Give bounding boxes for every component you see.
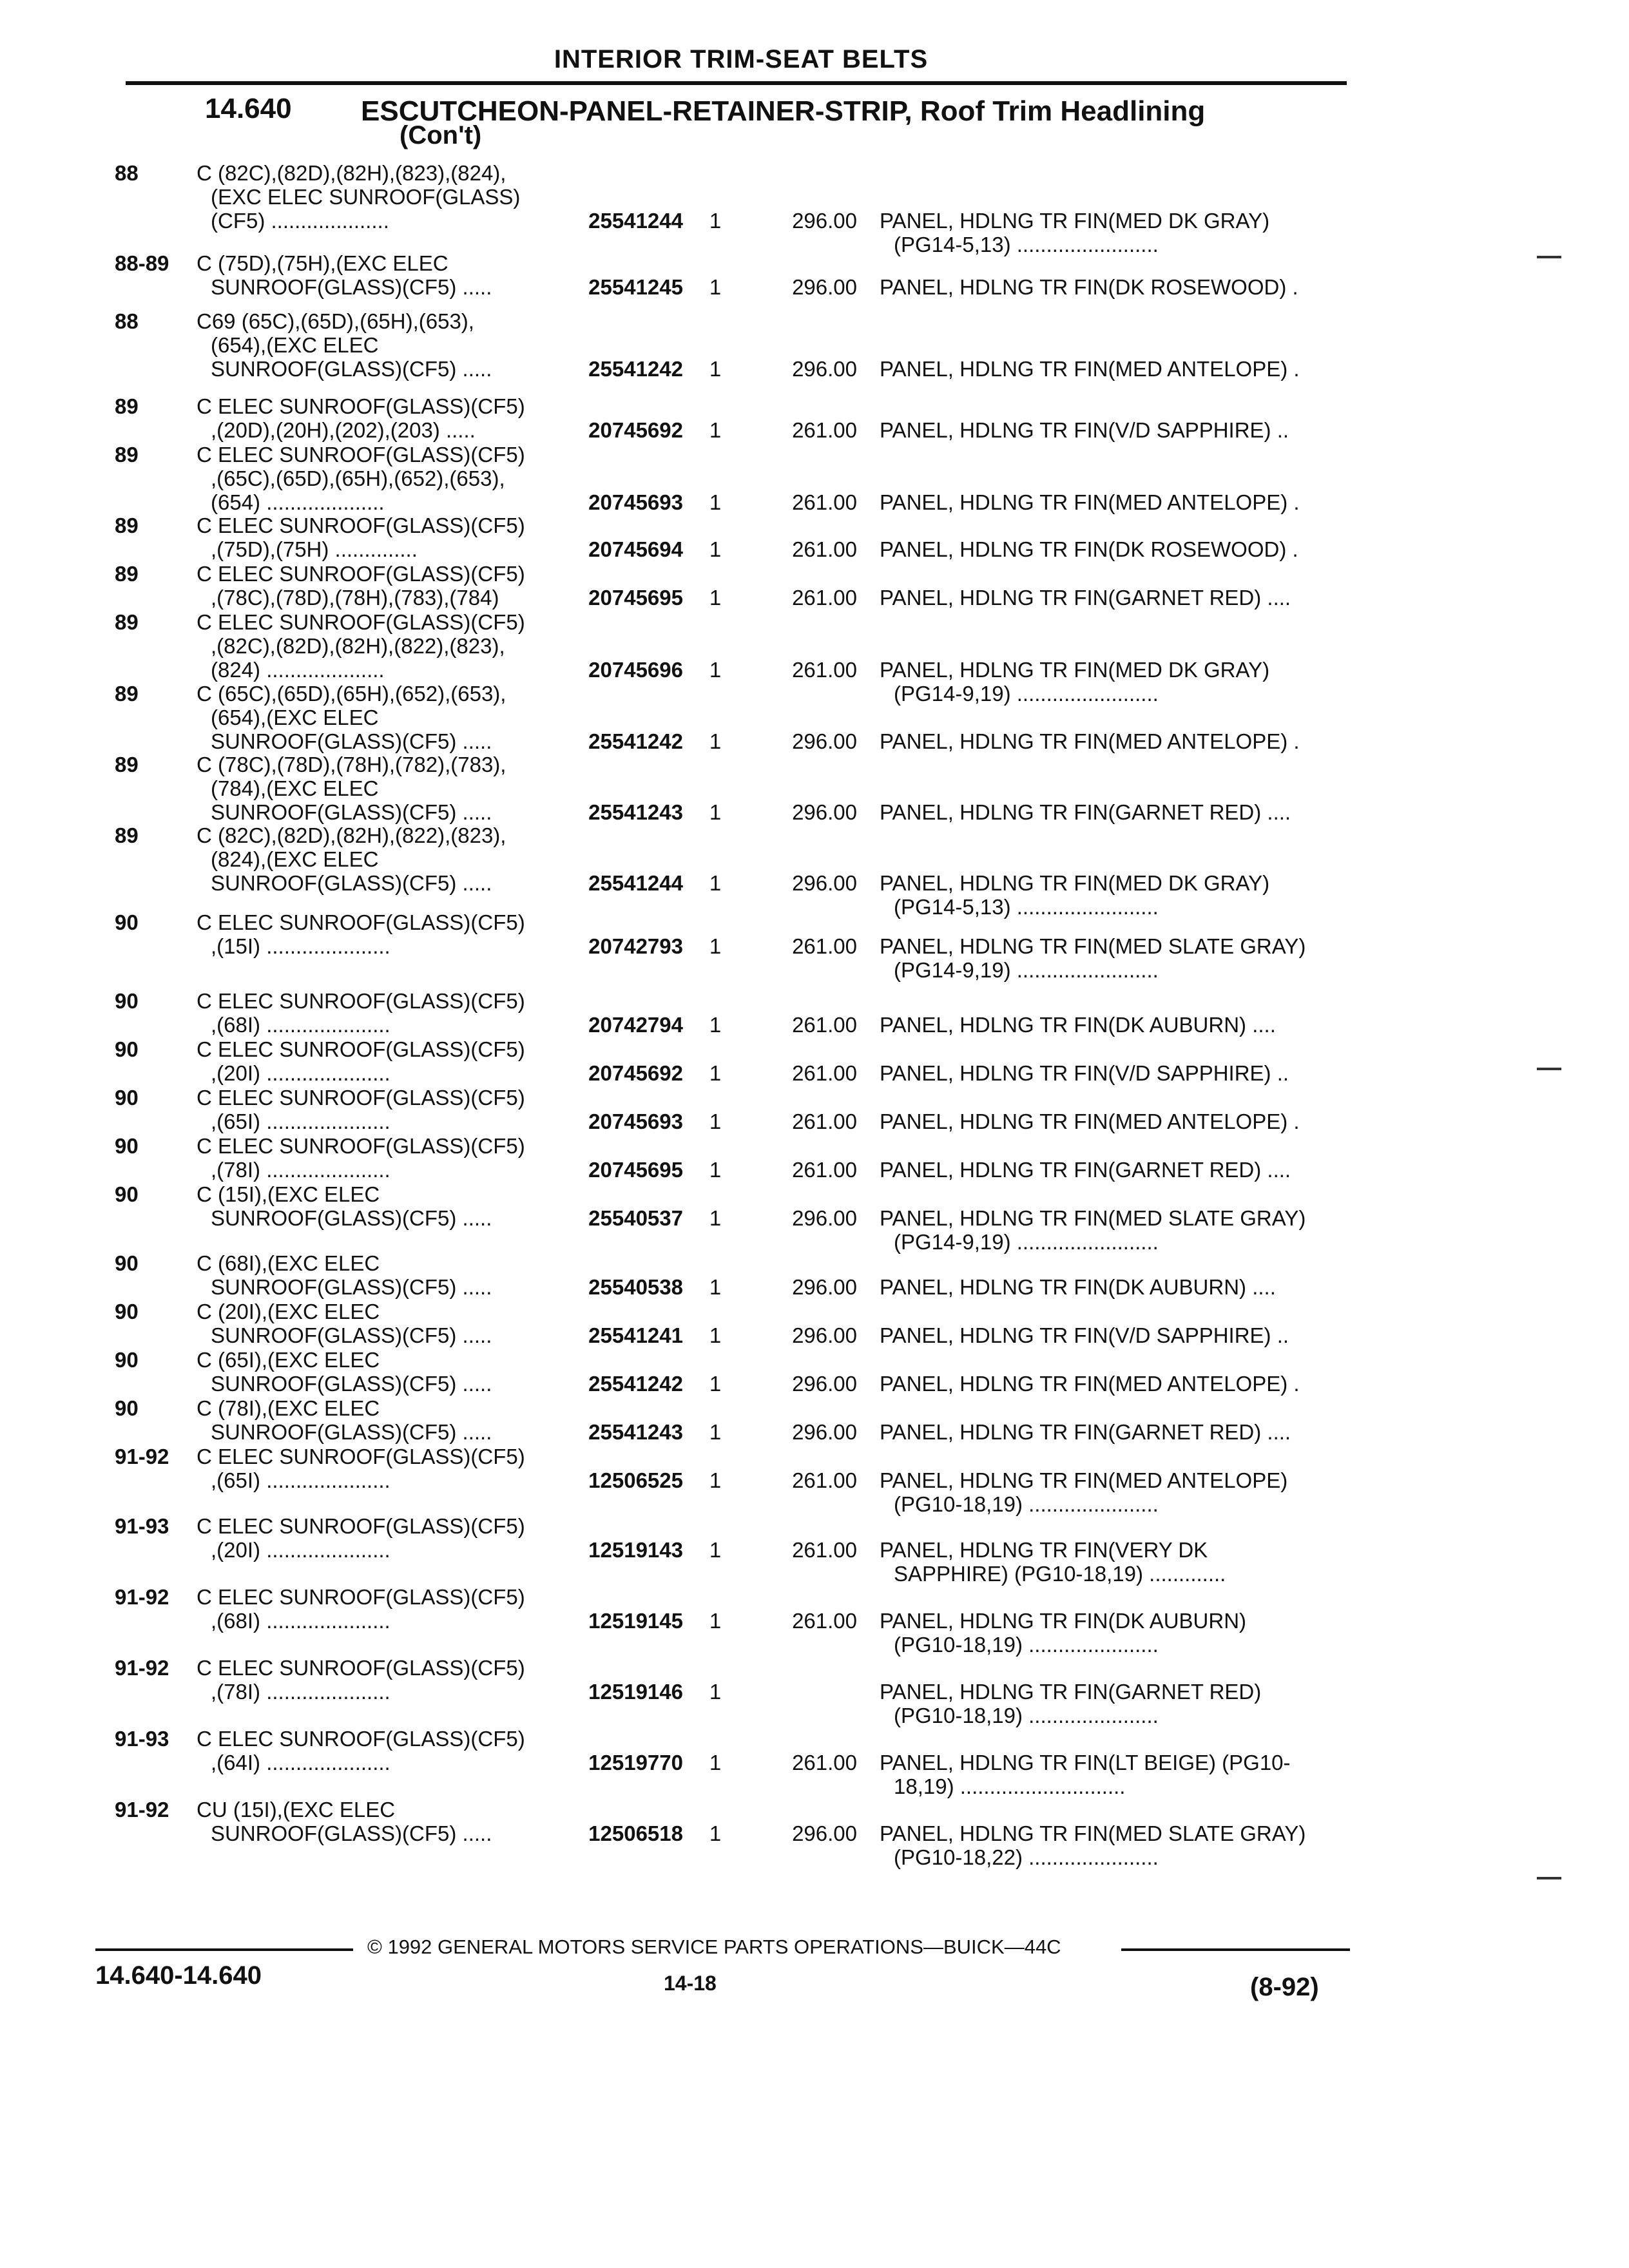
application-description [197, 161, 557, 233]
description-line: C ELEC SUNROOF(GLASS)(CF5) [197, 1585, 525, 1609]
part-number: 20745695 [588, 1158, 683, 1182]
price: 261.00 [792, 934, 857, 958]
part-name-line: (PG14-5,13) ........................ [894, 233, 1159, 256]
application-description [197, 910, 557, 958]
application-description [197, 394, 557, 442]
model-year: 88 [115, 161, 139, 185]
part-name-line: PANEL, HDLNG TR FIN(MED DK GRAY) [880, 658, 1270, 682]
quantity: 1 [709, 1110, 722, 1133]
part-name [880, 275, 1350, 299]
part-name [880, 1158, 1350, 1182]
part-name-line: PANEL, HDLNG TR FIN(MED DK GRAY) [880, 871, 1270, 895]
part-number: 12506525 [588, 1468, 683, 1492]
price: 296.00 [792, 729, 857, 753]
description-line: SUNROOF(GLASS)(CF5) ..... [211, 1206, 492, 1230]
application-description [197, 1134, 557, 1182]
description-line: C (20I),(EXC ELEC [197, 1300, 380, 1323]
description-line: C (15I),(EXC ELEC [197, 1182, 380, 1206]
description-line: (654) .................... [211, 490, 385, 514]
section-number: 14.640 [205, 93, 292, 124]
part-name [880, 1468, 1350, 1516]
quantity: 1 [709, 1061, 722, 1085]
price: 296.00 [792, 1821, 857, 1845]
model-year: 89 [115, 514, 139, 537]
model-year: 89 [115, 443, 139, 466]
application-description [197, 1798, 557, 1845]
price: 296.00 [792, 1372, 857, 1396]
quantity: 1 [709, 934, 722, 958]
description-line: ,(65I) ..................... [211, 1110, 390, 1133]
description-line: ,(68I) ..................... [211, 1013, 390, 1037]
description-line: C ELEC SUNROOF(GLASS)(CF5) [197, 989, 525, 1013]
model-year: 90 [115, 1037, 139, 1061]
description-line: (CF5) .................... [211, 209, 389, 233]
quantity: 1 [709, 586, 722, 610]
description-line: C ELEC SUNROOF(GLASS)(CF5) [197, 394, 525, 418]
description-line: ,(78I) ..................... [211, 1158, 390, 1182]
model-year: 89 [115, 753, 139, 776]
model-year: 91-92 [115, 1445, 169, 1468]
part-name [880, 934, 1350, 982]
model-year: 90 [115, 1251, 139, 1275]
part-number: 20745696 [588, 658, 683, 682]
model-year: 89 [115, 562, 139, 586]
part-name [880, 1420, 1350, 1444]
description-line: C (65C),(65D),(65H),(652),(653), [197, 682, 506, 706]
part-name [880, 1609, 1350, 1657]
part-name-line: PANEL, HDLNG TR FIN(DK AUBURN) .... [880, 1275, 1276, 1299]
application-description [197, 1300, 557, 1347]
price: 261.00 [792, 586, 857, 610]
description-line: (824),(EXC ELEC [211, 847, 379, 871]
quantity: 1 [709, 1158, 722, 1182]
description-line: ,(68I) ..................... [211, 1609, 390, 1633]
application-description [197, 1514, 557, 1562]
quantity: 1 [709, 658, 722, 682]
description-line: C ELEC SUNROOF(GLASS)(CF5) [197, 610, 525, 634]
part-name [880, 1323, 1350, 1347]
application-description [197, 309, 557, 381]
description-line: ,(64I) ..................... [211, 1751, 390, 1774]
description-line: C ELEC SUNROOF(GLASS)(CF5) [197, 1656, 525, 1680]
quantity: 1 [709, 1420, 722, 1444]
model-year: 90 [115, 1182, 139, 1206]
price: 296.00 [792, 800, 857, 824]
footer-date: (8-92) [1250, 1973, 1319, 2001]
part-name-line: PANEL, HDLNG TR FIN(DK AUBURN) .... [880, 1013, 1276, 1037]
part-name [880, 1061, 1350, 1085]
description-line: C (65I),(EXC ELEC [197, 1348, 380, 1372]
part-number: 25541244 [588, 209, 683, 233]
price: 261.00 [792, 1538, 857, 1562]
part-number: 20745693 [588, 490, 683, 514]
part-number: 25541242 [588, 357, 683, 381]
description-line: CU (15I),(EXC ELEC [197, 1798, 396, 1821]
part-name-line: (PG14-9,19) ........................ [894, 682, 1159, 706]
part-name-line: (PG10-18,19) ...................... [894, 1633, 1159, 1657]
part-name-line: PANEL, HDLNG TR FIN(DK ROSEWOOD) . [880, 275, 1298, 299]
part-name-line: 18,19) ............................ [894, 1774, 1126, 1798]
quantity: 1 [709, 1372, 722, 1396]
page-header-title: INTERIOR TRIM-SEAT BELTS [554, 45, 929, 73]
quantity: 1 [709, 1468, 722, 1492]
model-year: 90 [115, 910, 139, 934]
application-description [197, 443, 557, 514]
part-number: 25541244 [588, 871, 683, 895]
application-description [197, 1251, 557, 1299]
description-line: ,(20I) ..................... [211, 1061, 390, 1085]
application-description [197, 514, 557, 561]
part-name-line: (PG14-9,19) ........................ [894, 958, 1159, 982]
model-year: 88 [115, 309, 139, 333]
description-line: SUNROOF(GLASS)(CF5) ..... [211, 1323, 492, 1347]
description-line: SUNROOF(GLASS)(CF5) ..... [211, 871, 492, 895]
part-name-line: PANEL, HDLNG TR FIN(MED SLATE GRAY) [880, 1206, 1306, 1230]
margin-mark [1537, 256, 1561, 258]
description-line: C (78C),(78D),(78H),(782),(783), [197, 753, 506, 776]
price: 261.00 [792, 1158, 857, 1182]
description-line: C (78I),(EXC ELEC [197, 1396, 380, 1420]
margin-mark [1537, 1877, 1561, 1879]
part-number: 25541242 [588, 729, 683, 753]
application-description [197, 1396, 557, 1444]
description-line: C (82C),(82D),(82H),(823),(824), [197, 161, 506, 185]
description-line: C ELEC SUNROOF(GLASS)(CF5) [197, 1037, 525, 1061]
part-number: 12519770 [588, 1751, 683, 1774]
part-name [880, 1538, 1350, 1586]
model-year: 91-92 [115, 1798, 169, 1821]
part-name [880, 1110, 1350, 1133]
part-name [880, 537, 1350, 561]
quantity: 1 [709, 871, 722, 895]
model-year: 91-92 [115, 1585, 169, 1609]
part-number: 25541242 [588, 1372, 683, 1396]
description-line: ,(78I) ..................... [211, 1680, 390, 1704]
part-number: 25540538 [588, 1275, 683, 1299]
description-line: C ELEC SUNROOF(GLASS)(CF5) [197, 514, 525, 537]
part-name [880, 1751, 1350, 1798]
part-name-line: PANEL, HDLNG TR FIN(V/D SAPPHIRE) .. [880, 1061, 1289, 1085]
part-name [880, 871, 1350, 919]
application-description [197, 753, 557, 824]
description-line: C ELEC SUNROOF(GLASS)(CF5) [197, 1134, 525, 1158]
part-number: 25541243 [588, 800, 683, 824]
part-name-line: (PG10-18,22) ...................... [894, 1845, 1159, 1869]
description-line: SUNROOF(GLASS)(CF5) ..... [211, 800, 492, 824]
price: 296.00 [792, 1206, 857, 1230]
part-name-line: PANEL, HDLNG TR FIN(MED ANTELOPE) . [880, 1110, 1300, 1133]
model-year: 90 [115, 1300, 139, 1323]
description-line: C ELEC SUNROOF(GLASS)(CF5) [197, 1086, 525, 1110]
price: 261.00 [792, 490, 857, 514]
part-number: 12519143 [588, 1538, 683, 1562]
application-description [197, 1445, 557, 1492]
quantity: 1 [709, 357, 722, 381]
price: 296.00 [792, 275, 857, 299]
part-name-line: PANEL, HDLNG TR FIN(V/D SAPPHIRE) .. [880, 1323, 1289, 1347]
description-line: SUNROOF(GLASS)(CF5) ..... [211, 1275, 492, 1299]
part-number: 25541245 [588, 275, 683, 299]
model-year: 90 [115, 1348, 139, 1372]
footer-section-range: 14.640-14.640 [95, 1961, 262, 1990]
application-description [197, 562, 557, 610]
description-line: C ELEC SUNROOF(GLASS)(CF5) [197, 1727, 525, 1751]
application-description [197, 1727, 557, 1774]
quantity: 1 [709, 1275, 722, 1299]
part-name [880, 1372, 1350, 1396]
part-number: 20742793 [588, 934, 683, 958]
footer-copyright: © 1992 GENERAL MOTORS SERVICE PARTS OPERATIONS—BUICK—44C [367, 1936, 1061, 1958]
quantity: 1 [709, 1751, 722, 1774]
application-description [197, 682, 557, 753]
price: 261.00 [792, 1468, 857, 1492]
description-line: C ELEC SUNROOF(GLASS)(CF5) [197, 443, 525, 466]
part-name [880, 209, 1350, 256]
description-line: ,(20I) ..................... [211, 1538, 390, 1562]
section-continued: (Con't) [400, 121, 482, 149]
price: 261.00 [792, 1061, 857, 1085]
part-name-line: PANEL, HDLNG TR FIN(VERY DK [880, 1538, 1208, 1562]
part-name-line: PANEL, HDLNG TR FIN(GARNET RED) .... [880, 1420, 1291, 1444]
price: 296.00 [792, 871, 857, 895]
price: 261.00 [792, 1609, 857, 1633]
quantity: 1 [709, 1538, 722, 1562]
application-description [197, 1182, 557, 1230]
quantity: 1 [709, 275, 722, 299]
footer-rule-left [95, 1948, 353, 1951]
application-description [197, 989, 557, 1037]
quantity: 1 [709, 1323, 722, 1347]
part-name-line: PANEL, HDLNG TR FIN(MED ANTELOPE) . [880, 729, 1300, 753]
description-line: (654),(EXC ELEC [211, 706, 379, 729]
quantity: 1 [709, 1821, 722, 1845]
part-name-line: SAPPHIRE) (PG10-18,19) ............. [894, 1562, 1226, 1586]
description-line: (784),(EXC ELEC [211, 776, 379, 800]
part-number: 20745695 [588, 586, 683, 610]
description-line: C (68I),(EXC ELEC [197, 1251, 380, 1275]
part-name-line: PANEL, HDLNG TR FIN(GARNET RED) [880, 1680, 1262, 1704]
part-name-line: PANEL, HDLNG TR FIN(DK ROSEWOOD) . [880, 537, 1298, 561]
part-name-line: (PG14-9,19) ........................ [894, 1230, 1159, 1254]
part-name [880, 418, 1350, 442]
part-name-line: (PG10-18,19) ...................... [894, 1492, 1159, 1516]
description-line: SUNROOF(GLASS)(CF5) ..... [211, 729, 492, 753]
application-description [197, 610, 557, 682]
description-line: ,(78C),(78D),(78H),(783),(784) [211, 586, 499, 610]
part-name-line: PANEL, HDLNG TR FIN(V/D SAPPHIRE) .. [880, 418, 1289, 442]
part-name-line: PANEL, HDLNG TR FIN(LT BEIGE) (PG10- [880, 1751, 1291, 1774]
part-name-line: PANEL, HDLNG TR FIN(MED SLATE GRAY) [880, 934, 1306, 958]
price: 296.00 [792, 209, 857, 233]
part-name [880, 800, 1350, 824]
part-number: 12519145 [588, 1609, 683, 1633]
model-year: 89 [115, 394, 139, 418]
part-name-line: PANEL, HDLNG TR FIN(GARNET RED) .... [880, 586, 1291, 610]
part-number: 25541241 [588, 1323, 683, 1347]
model-year: 89 [115, 610, 139, 634]
part-name-line: PANEL, HDLNG TR FIN(MED ANTELOPE) [880, 1468, 1288, 1492]
description-line: C (82C),(82D),(82H),(822),(823), [197, 823, 506, 847]
part-name [880, 1206, 1350, 1254]
description-line: (824) .................... [211, 658, 385, 682]
application-description [197, 1348, 557, 1396]
application-description [197, 1656, 557, 1704]
model-year: 90 [115, 1134, 139, 1158]
price: 261.00 [792, 418, 857, 442]
model-year: 91-93 [115, 1727, 169, 1751]
footer-page-number: 14-18 [664, 1972, 717, 1995]
part-name [880, 1275, 1350, 1299]
description-line: SUNROOF(GLASS)(CF5) ..... [211, 1821, 492, 1845]
description-line: SUNROOF(GLASS)(CF5) ..... [211, 275, 492, 299]
price: 296.00 [792, 1323, 857, 1347]
quantity: 1 [709, 729, 722, 753]
model-year: 91-93 [115, 1514, 169, 1538]
price: 261.00 [792, 658, 857, 682]
description-line: C ELEC SUNROOF(GLASS)(CF5) [197, 562, 525, 586]
quantity: 1 [709, 418, 722, 442]
model-year: 90 [115, 1396, 139, 1420]
model-year: 89 [115, 682, 139, 706]
part-name [880, 490, 1350, 514]
part-name-line: PANEL, HDLNG TR FIN(GARNET RED) .... [880, 800, 1291, 824]
application-description [197, 1086, 557, 1133]
part-number: 20745692 [588, 418, 683, 442]
description-line: ,(20D),(20H),(202),(203) ..... [211, 418, 476, 442]
quantity: 1 [709, 1206, 722, 1230]
part-number: 12506518 [588, 1821, 683, 1845]
part-name-line: PANEL, HDLNG TR FIN(MED ANTELOPE) . [880, 1372, 1300, 1396]
description-line: SUNROOF(GLASS)(CF5) ..... [211, 1420, 492, 1444]
model-year: 90 [115, 1086, 139, 1110]
application-description [197, 823, 557, 895]
quantity: 1 [709, 537, 722, 561]
description-line: C69 (65C),(65D),(65H),(653), [197, 309, 474, 333]
description-line: ,(65I) ..................... [211, 1468, 390, 1492]
part-name [880, 1013, 1350, 1037]
part-name [880, 586, 1350, 610]
part-name [880, 1821, 1350, 1869]
part-name-line: PANEL, HDLNG TR FIN(GARNET RED) .... [880, 1158, 1291, 1182]
quantity: 1 [709, 1680, 722, 1704]
part-name-line: (PG14-5,13) ........................ [894, 895, 1159, 919]
price: 261.00 [792, 1013, 857, 1037]
part-name [880, 729, 1350, 753]
price: 261.00 [792, 1110, 857, 1133]
quantity: 1 [709, 1013, 722, 1037]
quantity: 1 [709, 209, 722, 233]
description-line: ,(82C),(82D),(82H),(822),(823), [211, 634, 505, 658]
part-name-line: PANEL, HDLNG TR FIN(MED ANTELOPE) . [880, 490, 1300, 514]
footer-rule-right [1121, 1948, 1350, 1951]
part-number: 25540537 [588, 1206, 683, 1230]
application-description [197, 1037, 557, 1085]
price: 261.00 [792, 537, 857, 561]
part-name-line: (PG10-18,19) ...................... [894, 1704, 1159, 1727]
model-year: 89 [115, 823, 139, 847]
part-number: 20745693 [588, 1110, 683, 1133]
quantity: 1 [709, 490, 722, 514]
part-name [880, 1680, 1350, 1727]
section-title: ESCUTCHEON-PANEL-RETAINER-STRIP, Roof Trim Headlining [361, 95, 1206, 127]
price: 296.00 [792, 1275, 857, 1299]
part-number: 20742794 [588, 1013, 683, 1037]
description-line: (654),(EXC ELEC [211, 333, 379, 357]
part-number: 12519146 [588, 1680, 683, 1704]
description-line: C (75D),(75H),(EXC ELEC [197, 251, 448, 275]
part-name-line: PANEL, HDLNG TR FIN(DK AUBURN) [880, 1609, 1247, 1633]
part-name-line: PANEL, HDLNG TR FIN(MED DK GRAY) [880, 209, 1270, 233]
part-name [880, 357, 1350, 381]
price: 296.00 [792, 1420, 857, 1444]
description-line: ,(15I) ..................... [211, 934, 390, 958]
part-name-line: PANEL, HDLNG TR FIN(MED ANTELOPE) . [880, 357, 1300, 381]
description-line: C ELEC SUNROOF(GLASS)(CF5) [197, 1514, 525, 1538]
description-line: SUNROOF(GLASS)(CF5) ..... [211, 1372, 492, 1396]
margin-mark [1537, 1068, 1561, 1070]
description-line: (EXC ELEC SUNROOF(GLASS) [211, 185, 521, 209]
part-number: 20745692 [588, 1061, 683, 1085]
quantity: 1 [709, 1609, 722, 1633]
description-line: SUNROOF(GLASS)(CF5) ..... [211, 357, 492, 381]
description-line: C ELEC SUNROOF(GLASS)(CF5) [197, 1445, 525, 1468]
model-year: 91-92 [115, 1656, 169, 1680]
model-year: 88-89 [115, 251, 169, 275]
description-line: C ELEC SUNROOF(GLASS)(CF5) [197, 910, 525, 934]
price: 296.00 [792, 357, 857, 381]
part-number: 20745694 [588, 537, 683, 561]
description-line: ,(75D),(75H) .............. [211, 537, 418, 561]
part-name-line: PANEL, HDLNG TR FIN(MED SLATE GRAY) [880, 1821, 1306, 1845]
quantity: 1 [709, 800, 722, 824]
description-line: ,(65C),(65D),(65H),(652),(653), [211, 466, 505, 490]
application-description [197, 1585, 557, 1633]
part-name [880, 658, 1350, 706]
part-number: 25541243 [588, 1420, 683, 1444]
price: 261.00 [792, 1751, 857, 1774]
application-description [197, 251, 557, 299]
model-year: 90 [115, 989, 139, 1013]
